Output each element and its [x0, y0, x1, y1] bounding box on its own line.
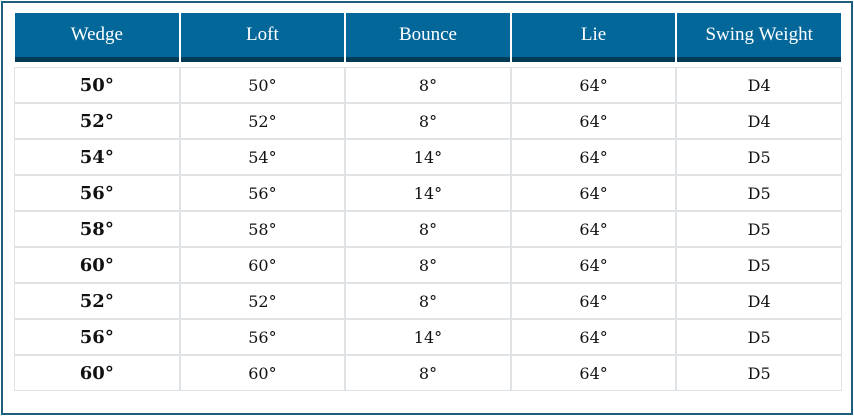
- table-row: [15, 212, 841, 246]
- bounce-cell: 8°: [346, 284, 510, 318]
- table-row: [15, 320, 841, 354]
- lie-cell: 64°: [512, 140, 676, 174]
- loft-cell: 52°: [181, 284, 345, 318]
- table-row: [15, 356, 841, 390]
- wedge-cell: 60°: [15, 356, 179, 390]
- loft-cell: 50°: [181, 68, 345, 102]
- loft-cell: 60°: [181, 356, 345, 390]
- bounce-cell: 8°: [346, 356, 510, 390]
- wedge-cell: 56°: [15, 320, 179, 354]
- table-row: [15, 248, 841, 282]
- spec-table-frame: [1, 1, 853, 415]
- bounce-cell: 8°: [346, 104, 510, 138]
- table-header-row: [15, 13, 841, 62]
- bounce-cell: 8°: [346, 248, 510, 282]
- swing-weight-cell: D5: [677, 248, 841, 282]
- table-row: [15, 68, 841, 102]
- loft-cell: 58°: [181, 212, 345, 246]
- swing-weight-cell: D5: [677, 176, 841, 210]
- bounce-cell: 14°: [346, 140, 510, 174]
- bounce-cell: 8°: [346, 68, 510, 102]
- loft-cell: 56°: [181, 320, 345, 354]
- table-row: [15, 176, 841, 210]
- bounce-cell: 14°: [346, 320, 510, 354]
- table-row: [15, 104, 841, 138]
- lie-cell: 64°: [512, 284, 676, 318]
- wedge-spec-table: [13, 11, 843, 392]
- lie-cell: 64°: [512, 248, 676, 282]
- header-bounce: Bounce: [346, 13, 510, 62]
- wedge-cell: 56°: [15, 176, 179, 210]
- swing-weight-cell: D5: [677, 140, 841, 174]
- swing-weight-cell: D4: [677, 68, 841, 102]
- loft-cell: 60°: [181, 248, 345, 282]
- wedge-cell: 50°: [15, 68, 179, 102]
- header-lie: Lie: [512, 13, 676, 62]
- lie-cell: 64°: [512, 356, 676, 390]
- header-gap: [15, 64, 841, 66]
- wedge-cell: 58°: [15, 212, 179, 246]
- bounce-cell: 8°: [346, 212, 510, 246]
- bounce-cell: 14°: [346, 176, 510, 210]
- loft-cell: 56°: [181, 176, 345, 210]
- swing-weight-cell: D5: [677, 212, 841, 246]
- wedge-cell: 54°: [15, 140, 179, 174]
- lie-cell: 64°: [512, 68, 676, 102]
- header-wedge: Wedge: [15, 13, 179, 62]
- swing-weight-cell: D4: [677, 284, 841, 318]
- wedge-cell: 52°: [15, 284, 179, 318]
- lie-cell: 64°: [512, 104, 676, 138]
- lie-cell: 64°: [512, 320, 676, 354]
- header-swing-weight: Swing Weight: [677, 13, 841, 62]
- swing-weight-cell: D5: [677, 356, 841, 390]
- lie-cell: 64°: [512, 176, 676, 210]
- table-row: [15, 140, 841, 174]
- loft-cell: 54°: [181, 140, 345, 174]
- wedge-cell: 52°: [15, 104, 179, 138]
- lie-cell: 64°: [512, 212, 676, 246]
- wedge-cell: 60°: [15, 248, 179, 282]
- swing-weight-cell: D4: [677, 104, 841, 138]
- header-loft: Loft: [181, 13, 345, 62]
- swing-weight-cell: D5: [677, 320, 841, 354]
- loft-cell: 52°: [181, 104, 345, 138]
- table-row: [15, 284, 841, 318]
